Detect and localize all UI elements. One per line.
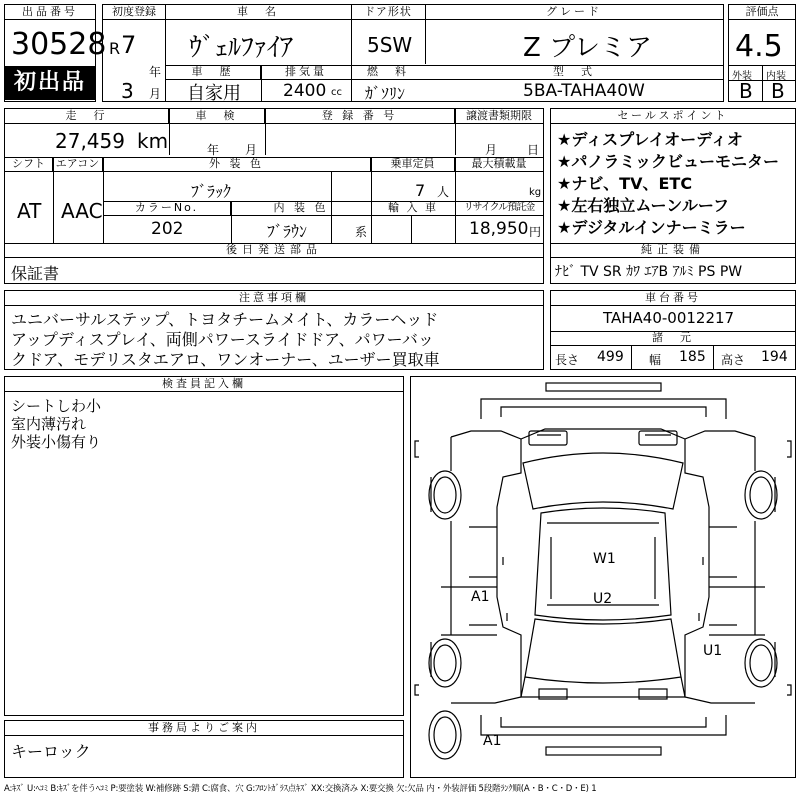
door-type-label: ドア形状 — [351, 5, 425, 20]
mileage-unit: km — [137, 129, 169, 153]
capacity-unit: 人 — [437, 185, 450, 199]
interior-color-label: 内 装 色 — [231, 201, 371, 216]
recycle-fee: 18,950 — [469, 219, 529, 239]
height-value: 194 — [761, 349, 788, 365]
inspector-note: シートしわ小 — [11, 397, 102, 415]
inspector-note: 外装小傷有り — [11, 433, 102, 451]
month-unit: 月 — [149, 87, 162, 101]
ac-label: エアコン — [53, 157, 103, 172]
length-label: 長さ — [555, 353, 580, 367]
dimensions-label: 諸 元 — [551, 331, 795, 346]
exterior-grade-label: 外装 — [732, 71, 752, 82]
sales-points-label: セールスポイント — [551, 109, 795, 124]
chassis-number: TAHA40-0012217 — [603, 309, 735, 327]
fuel-type: ｶﾞｿﾘﾝ — [365, 84, 406, 103]
inspection-label: 車 検 — [169, 109, 265, 124]
interior-color-suffix: 系 — [355, 225, 368, 239]
car-name: ｳﾞｪﾙﾌｧｲｱ — [189, 33, 294, 63]
lot-number: 30528 — [11, 27, 107, 62]
recycle-unit: 円 — [529, 225, 542, 239]
grade-label: グレード — [425, 5, 723, 20]
office-box — [4, 720, 404, 778]
recycle-label: リサイクル預託金 — [455, 201, 543, 216]
inspection-month-unit: 月 — [245, 143, 258, 157]
history-label: 車 歴 — [165, 65, 261, 80]
shift-value: AT — [17, 199, 42, 223]
length-value: 499 — [597, 349, 624, 365]
office-note: キーロック — [11, 742, 91, 761]
mark-windshield: W1 — [593, 551, 616, 567]
transfer-deadline-label: 譲渡書類期限 — [455, 109, 543, 124]
car-name-label: 車 名 — [165, 5, 351, 20]
score-box — [728, 4, 796, 102]
exterior-color: ﾌﾞﾗｯｸ — [191, 182, 232, 201]
later-parts-value: 保証書 — [11, 264, 60, 283]
chassis-label: 車台番号 — [551, 291, 795, 306]
inspection-year-unit: 年 — [207, 143, 220, 157]
inspector-box — [4, 376, 404, 716]
car-outline-diagram — [411, 377, 795, 777]
max-load-unit: kg — [529, 187, 542, 198]
transfer-day-unit: 日 — [527, 143, 540, 157]
displacement-unit: cc — [331, 87, 342, 98]
ac-value: AAC — [61, 199, 103, 223]
damage-diagram — [410, 376, 796, 778]
genuine-equipment-label: 純正装備 — [551, 243, 795, 258]
vehicle-header — [102, 4, 724, 102]
displacement-label: 排気量 — [261, 65, 351, 80]
width-value: 185 — [679, 349, 706, 365]
model-code: 5BA-TAHA40W — [523, 81, 645, 101]
sales-points-box — [550, 108, 796, 284]
capacity-value: 7 — [415, 181, 426, 200]
damage-legend: A:ｷｽﾞ U:ﾍｺﾐ B:ｷｽﾞを伴うﾍｺﾐ P:要塗装 W:補修跡 S:錆 C:腐食、穴 G:ﾌﾛﾝﾄｶﾞﾗｽ点ｷｽﾞ XX:交換済み X:要交換 欠:欠品 内・外装評価 5段階ﾗﾝｸ順(A・B・C・D・E) 1 — [4, 784, 597, 794]
sales-point-item: ★左右独立ムーンルーフ — [557, 196, 730, 215]
score-value: 4.5 — [735, 29, 783, 64]
mileage-value: 27,459 — [55, 129, 125, 153]
year-unit: 年 — [149, 65, 162, 79]
sales-point-item: ★デジタルインナーミラー — [557, 218, 746, 237]
width-label: 幅 — [649, 353, 662, 367]
vehicle-history: 自家用 — [187, 83, 241, 104]
genuine-equipment-value: ﾅﾋﾞ TV SR ｶﾜ ｴｱB ｱﾙﾐ PS PW — [555, 264, 743, 280]
fuel-label: 燃 料 — [351, 65, 425, 80]
color-number-label: カラーNo. — [103, 201, 231, 216]
registration-year: 7 — [121, 31, 137, 59]
height-label: 高さ — [721, 353, 746, 367]
caution-box — [4, 290, 544, 370]
caution-line: ユニバーサルステップ、トヨタチームメイト、カラーヘッド — [11, 310, 439, 329]
chassis-box — [550, 290, 796, 370]
later-parts-label: 後日発送部品 — [5, 243, 543, 258]
door-type: 5SW — [367, 33, 413, 57]
interior-color: ﾌﾞﾗｳﾝ — [267, 222, 308, 241]
sales-point-item: ★パノラミックビューモニター — [557, 152, 780, 171]
capacity-label: 乗車定員 — [371, 157, 455, 172]
max-load-label: 最大積載量 — [455, 157, 543, 172]
caution-label: 注意事項欄 — [5, 291, 543, 306]
transfer-month-unit: 月 — [485, 143, 498, 157]
lot-number-label: 出品番号 — [5, 5, 95, 20]
interior-grade: B — [771, 79, 785, 103]
office-label: 事務局よりご案内 — [5, 721, 403, 736]
sales-point-item: ★ナビ、TV、ETC — [557, 174, 693, 193]
import-label: 輸 入 車 — [371, 201, 455, 216]
mark-roof: U2 — [593, 591, 613, 607]
first-listing-badge: 初出品 — [5, 66, 95, 100]
score-label: 評価点 — [729, 5, 795, 20]
mark-left-door: A1 — [471, 589, 490, 605]
exterior-color-label: 外 装 色 — [103, 157, 371, 172]
model-label: 型 式 — [425, 65, 723, 80]
era-mark: R — [109, 39, 121, 58]
registration-month: 3 — [121, 79, 134, 103]
inspector-label: 検査員記入欄 — [5, 377, 403, 392]
spec-grid — [4, 108, 544, 284]
displacement-value: 2400 — [283, 81, 327, 101]
first-registration-label: 初度登録 — [103, 5, 165, 20]
mileage-label: 走 行 — [5, 109, 169, 124]
exterior-grade: B — [739, 79, 753, 103]
caution-line: クドア、モデリスタエアロ、ワンオーナー、ユーザー買取車 — [11, 350, 440, 369]
registration-number-label: 登 録 番 号 — [265, 109, 455, 124]
sales-point-item: ★ディスプレイオーディオ — [557, 130, 743, 149]
caution-line: アップディスプレイ、両側パワースライドドア、パワーバッ — [11, 330, 434, 349]
mark-rear-right: U1 — [703, 643, 723, 659]
inspector-note: 室内薄汚れ — [11, 415, 87, 433]
color-number: 202 — [151, 219, 184, 239]
interior-grade-label: 内装 — [766, 71, 786, 82]
shift-label: シフト — [5, 157, 53, 172]
mark-rear-bumper: A1 — [483, 733, 502, 749]
grade: Z プレミア — [523, 33, 653, 63]
